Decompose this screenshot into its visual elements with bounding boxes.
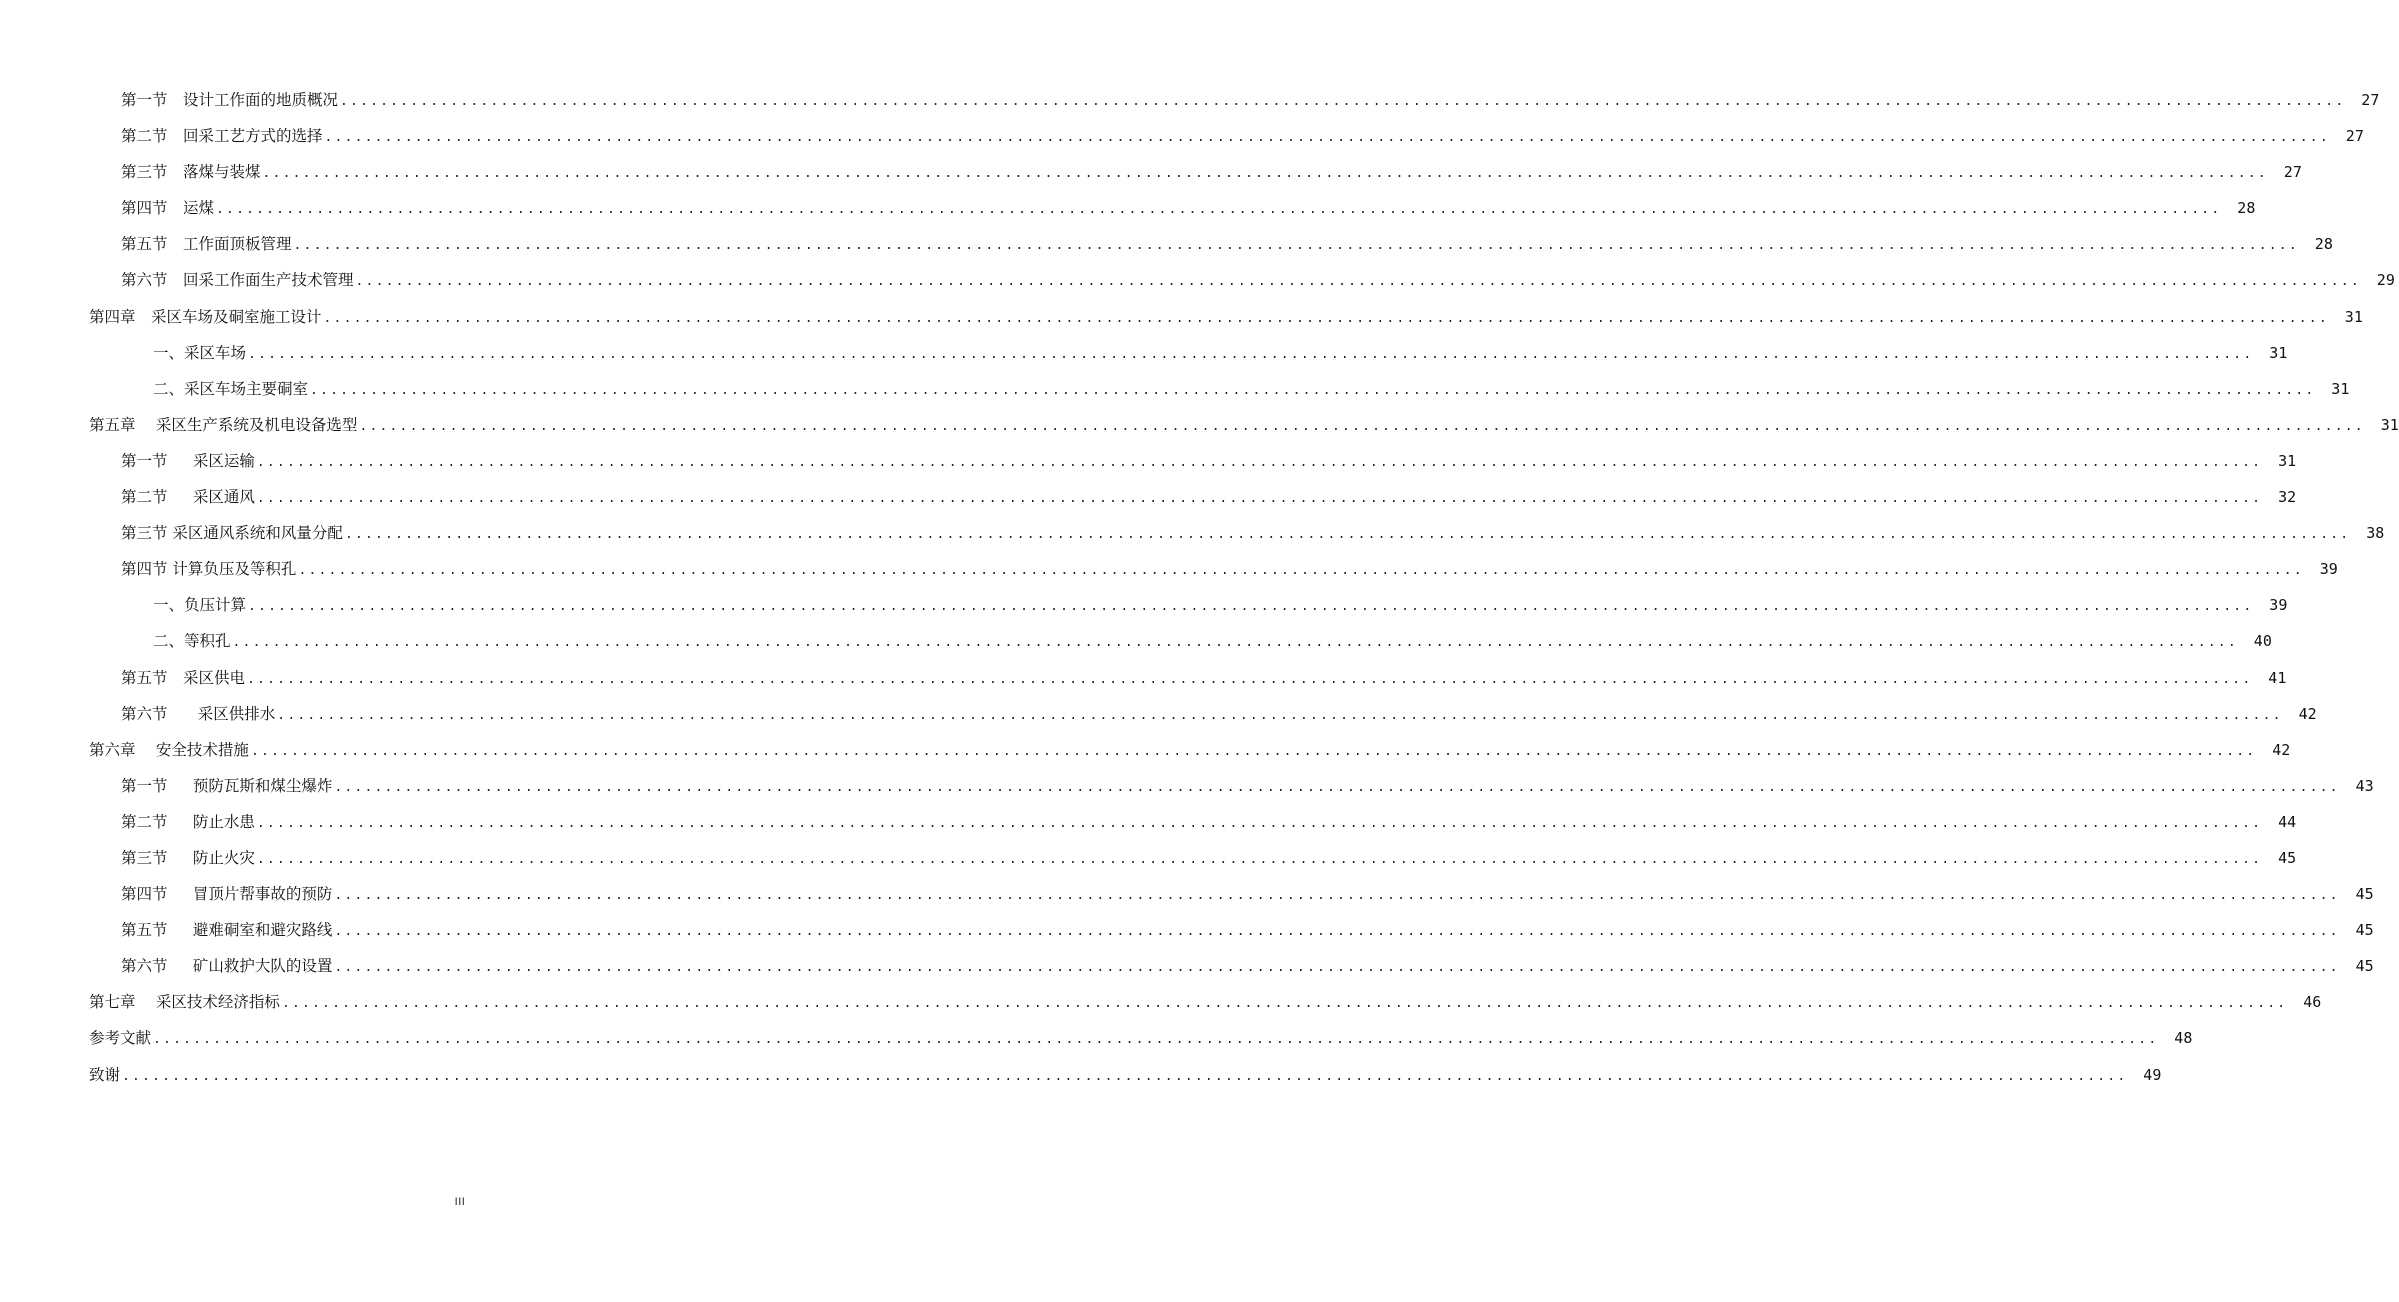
toc-entry-page: 41 (2268, 668, 2287, 687)
toc-leader-dots: ........................................................................................................................................................................................................ (334, 924, 2340, 940)
toc-entry-page: 27 (2361, 91, 2380, 109)
toc-entry-title: 第一节 采区运输 (121, 451, 255, 470)
toc-leader-dots: ........................................................................................................................................................................................................ (247, 671, 2253, 687)
toc-entry-title: 第四章 采区车场及硐室施工设计 (89, 307, 322, 326)
toc-entry-title: 二、等积孔 (153, 632, 231, 651)
toc-entry-page: 43 (2355, 776, 2374, 795)
toc-entry-page: 42 (2298, 704, 2317, 723)
toc-entry-title: 致谢 (89, 1065, 121, 1084)
toc-leader-dots: ........................................................................................................................................................................................................ (256, 815, 2263, 831)
toc-entry[interactable] (0, 660, 2287, 696)
toc-leader-dots: ........................................................................................................................................................................................................ (355, 274, 2361, 290)
toc-leader-dots: ........................................................................................................................................................................................................ (262, 166, 2268, 182)
toc-entry-title: 第二节 采区通风 (121, 488, 255, 507)
toc-leader-dots: ........................................................................................................................................................................................................ (281, 996, 2288, 1012)
toc-entry-title: 第四节 冒顶片帮事故的预防 (121, 885, 333, 904)
toc-entry[interactable] (0, 1020, 2193, 1056)
toc-entry[interactable] (0, 154, 2302, 190)
toc-entry[interactable] (0, 118, 2364, 154)
toc-entry-title: 第五节 采区供电 (121, 668, 246, 687)
toc-entry[interactable] (0, 226, 2333, 262)
toc-entry-title: 第六章 安全技术措施 (89, 740, 249, 759)
toc-entry[interactable] (0, 335, 2288, 371)
toc-entry-title: 二、采区车场主要硐室 (153, 379, 309, 398)
toc-entry[interactable] (0, 768, 2374, 804)
toc-entry-title: 第四节 运煤 (121, 199, 215, 218)
toc-entry-title: 第五节 工作面顶板管理 (121, 235, 292, 254)
toc-leader-dots: ........................................................................................................................................................................................................ (216, 202, 2222, 218)
toc-entry-page: 40 (2253, 632, 2272, 651)
toc-entry-title: 一、采区车场 (153, 343, 247, 362)
toc-entry-page: 49 (2143, 1065, 2162, 1084)
table-of-contents (0, 82, 2399, 1093)
toc-entry[interactable] (0, 840, 2297, 876)
toc-leader-dots: ........................................................................................................................................................................................................ (250, 743, 2257, 759)
toc-leader-dots: ........................................................................................................................................................................................................ (277, 707, 2283, 723)
toc-entry[interactable] (0, 407, 2399, 443)
toc-leader-dots: ........................................................................................................................................................................................................ (340, 94, 2346, 109)
toc-entry-page: 31 (2269, 343, 2288, 362)
toc-entry-title: 第五节 避难硐室和避灾路线 (121, 921, 333, 940)
toc-leader-dots: ........................................................................................................................................................................................................ (122, 1068, 2128, 1084)
toc-entry[interactable] (0, 948, 2374, 984)
toc-entry[interactable] (0, 443, 2297, 479)
toc-entry-title: 第六节 回采工作面生产技术管理 (121, 271, 354, 290)
toc-leader-dots: ........................................................................................................................................................................................................ (256, 491, 2263, 507)
toc-leader-dots: ........................................................................................................................................................................................................ (310, 382, 2316, 398)
toc-entry-page: 45 (2355, 921, 2374, 940)
toc-entry-page: 27 (2345, 127, 2364, 146)
toc-entry-title: 第一节 设计工作面的地质概况 (121, 91, 339, 109)
toc-entry-page: 39 (2269, 596, 2288, 615)
toc-entry-page: 46 (2303, 993, 2322, 1012)
toc-leader-dots: ........................................................................................................................................................................................................ (248, 346, 2254, 362)
toc-entry[interactable] (0, 732, 2291, 768)
toc-entry-title: 第一节 预防瓦斯和煤尘爆炸 (121, 776, 333, 795)
toc-entry-page: 32 (2278, 488, 2297, 507)
toc-entry-title: 参考文献 (89, 1029, 152, 1048)
toc-entry[interactable] (0, 912, 2374, 948)
toc-entry-title: 第四节 计算负压及等积孔 (121, 560, 297, 579)
toc-entry[interactable] (0, 804, 2297, 840)
toc-leader-dots: ........................................................................................................................................................................................................ (298, 563, 2304, 579)
toc-leader-dots: ........................................................................................................................................................................................................ (256, 851, 2263, 867)
toc-entry-title: 第二节 防止水患 (121, 812, 255, 831)
toc-entry-title: 第六节 采区供排水 (121, 704, 276, 723)
toc-entry[interactable] (0, 262, 2395, 298)
toc-entry-page: 28 (2237, 199, 2256, 218)
toc-entry[interactable] (0, 696, 2317, 732)
toc-entry-page: 44 (2278, 812, 2297, 831)
toc-leader-dots: ........................................................................................................................................................................................................ (248, 599, 2254, 615)
toc-entry[interactable] (0, 1057, 2162, 1093)
toc-entry[interactable] (0, 876, 2374, 912)
toc-entry[interactable] (0, 479, 2297, 515)
toc-entry[interactable] (0, 587, 2288, 623)
toc-entry-page: 45 (2355, 957, 2374, 976)
toc-entry-title: 第六节 矿山救护大队的设置 (121, 957, 333, 976)
toc-entry-title: 第二节 回采工艺方式的选择 (121, 127, 323, 146)
toc-entry-page: 31 (2380, 415, 2399, 434)
toc-entry-page: 31 (2344, 307, 2363, 326)
toc-entry-title: 第五章 采区生产系统及机电设备选型 (89, 415, 358, 434)
toc-leader-dots: ........................................................................................................................................................................................................ (334, 779, 2340, 795)
toc-entry-page: 48 (2174, 1029, 2193, 1048)
toc-leader-dots: ........................................................................................................................................................................................................ (324, 130, 2330, 146)
toc-entry-page: 28 (2314, 235, 2333, 254)
toc-leader-dots: ........................................................................................................................................................................................................ (334, 888, 2340, 904)
toc-leader-dots: ........................................................................................................................................................................................................ (344, 527, 2351, 543)
toc-leader-dots: ........................................................................................................................................................................................................ (334, 960, 2340, 976)
toc-leader-dots: ........................................................................................................................................................................................................ (232, 635, 2238, 651)
toc-entry[interactable] (0, 551, 2338, 587)
toc-entry[interactable] (0, 623, 2272, 659)
toc-entry-page: 42 (2272, 740, 2291, 759)
toc-entry[interactable] (0, 82, 2380, 118)
toc-leader-dots: ........................................................................................................................................................................................................ (153, 1032, 2159, 1048)
toc-leader-dots: ........................................................................................................................................................................................................ (323, 310, 2329, 326)
toc-entry-title: 第三节 防止火灾 (121, 848, 255, 867)
page-number: III (454, 1196, 466, 1208)
toc-entry-title: 第三节 落煤与装煤 (121, 163, 261, 182)
toc-leader-dots: ........................................................................................................................................................................................................ (256, 454, 2263, 470)
toc-entry[interactable] (0, 190, 2256, 226)
toc-entry-title: 第三节 采区通风系统和风量分配 (121, 524, 343, 543)
toc-entry-page: 31 (2331, 379, 2350, 398)
toc-entry[interactable] (0, 299, 2363, 335)
toc-leader-dots: ........................................................................................................................................................................................................ (359, 418, 2365, 434)
toc-entry[interactable] (0, 515, 2385, 551)
toc-entry-title: 第七章 采区技术经济指标 (89, 993, 280, 1012)
toc-leader-dots: ........................................................................................................................................................................................................ (293, 238, 2299, 254)
toc-entry-title: 一、负压计算 (153, 596, 247, 615)
toc-entry-page: 38 (2366, 524, 2385, 543)
toc-entry-page: 45 (2278, 848, 2297, 867)
toc-entry-page: 29 (2376, 271, 2395, 290)
toc-entry-page: 27 (2283, 163, 2302, 182)
toc-entry-page: 31 (2278, 451, 2297, 470)
toc-entry-page: 39 (2319, 560, 2338, 579)
toc-entry-page: 45 (2355, 885, 2374, 904)
toc-entry[interactable] (0, 984, 2322, 1020)
toc-entry[interactable] (0, 371, 2350, 407)
